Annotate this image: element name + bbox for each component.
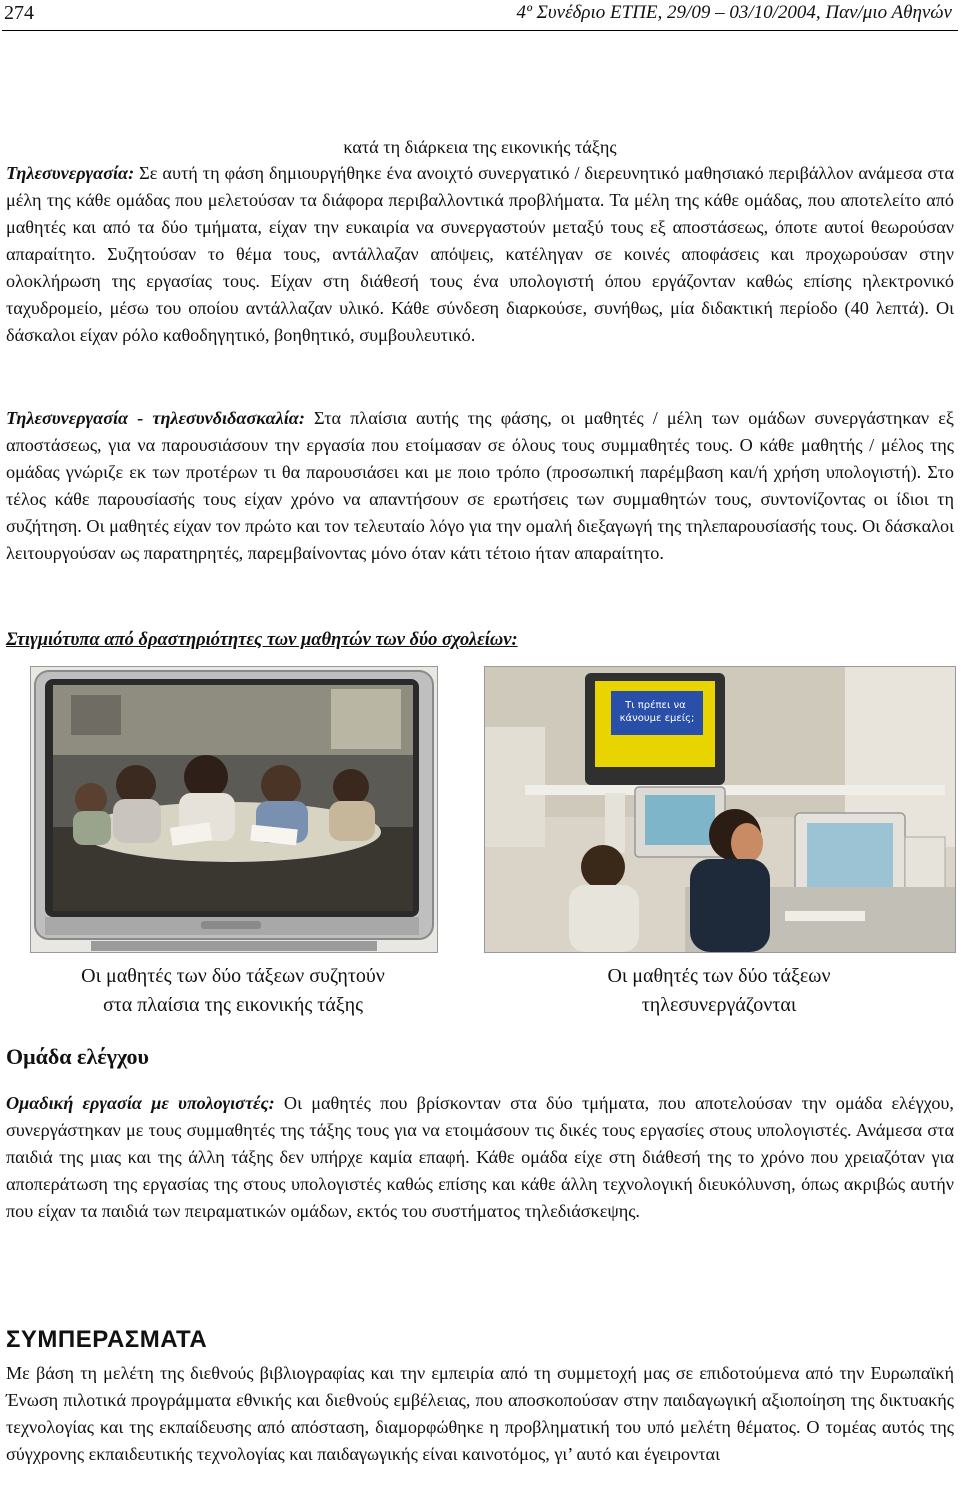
paragraph-coteaching <box>6 405 954 567</box>
paragraph-teleconference <box>6 160 954 349</box>
term-teleconference: Τηλεσυνεργασία: <box>6 163 135 183</box>
caption-right-line2: τηλεσυνεργάζονται <box>641 994 797 1016</box>
paragraph-text: Σε αυτή τη φάση δημιουργήθηκε ένα ανοιχτό συνεργατικό / διερευνητικό μαθησιακό περιβάλλον ανάμεσα στα μέλη της κάθε ομάδας που μελετούσαν τα διάφορα περιβαλλοντικά προβλήματα. Τα μέλη της κάθε ομάδας, που αποτελείτο από μαθητές και από τα δύο τμήματα, είχαν την ευκαιρία να συνεργαστούν μεταξύ τους εξ αποστάσεως, όποτε αυτοί θεωρούσαν απαραίτητο. Συζητούσαν το θέμα τους, αντάλλαζαν απόψεις, κατέληγαν σε κοινές αποφάσεις και προχωρούσαν στην ολοκλήρωση της εργασίας τους. Είχαν στη διάθεσή τους ένα υπολογιστή όπου εργάζονταν καθώς επίσης ηλεκτρονικό ταχυδρομείο, μέσω του οποίου αντάλλαζαν υλικό. Κάθε σύνδεση διαρκούσε, συνήθως, μία διδακτική περίοδο (40 λεπτά). Οι δάσκαλοι είχαν ρόλο καθοδηγητικό, βοηθητικό, συμβουλευτικό. <box>6 163 954 345</box>
term-coteaching: Τηλεσυνεργασία - τηλεσυνδιδασκαλία: <box>6 408 305 428</box>
running-header: 4º Συνέδριο ΕΤΠΕ, 29/09 – 03/10/2004, Παν/μιο Αθηνών <box>516 2 952 23</box>
caption-right <box>484 962 954 1020</box>
photo-telecollaboration <box>484 666 956 953</box>
conclusions-heading: ΣΥΜΠΕΡΑΣΜΑΤΑ <box>6 1326 208 1353</box>
tv-screen-text-line1: Τι πρέπει να <box>625 700 686 711</box>
caption-left <box>30 962 436 1020</box>
caption-left-line2: στα πλαίσια της εικονικής τάξης <box>102 994 364 1016</box>
paragraph-text: Στα πλαίσια αυτής της φάσης, οι μαθητές / μέλη των ομάδων συνεργάστηκαν εξ αποστάσεως, για να παρουσιάσουν την εργασία που ετοίμασαν σε όλους τους συμμαθητές τους. Ο κάθε μαθητής / μέλος της ομάδας γνώριζε εκ των προτέρων τι θα παρουσιάσει και με ποιο τρόπο (προσωπική παρέμβαση και/ή χρήση υπολογιστή). Στο τέλος κάθε παρουσίασής τους είχαν χρόνο να απαντήσουν σε ερωτήσεις των συμμαθητών τους, συντονίζοντας οι ίδιοι τη συζήτηση. Οι μαθητές είχαν τον πρώτο και τον τελευταίο λόγο για την ομαλή διεξαγωγή της τηλεπαρουσίασής τους. Οι δάσκαλοι λειτουργούσαν ως παρατηρητές, παρεμβαίνοντας μόνο όταν κάτι τέτοιο ήταν απαραίτητο. <box>6 408 954 563</box>
page-number: 274 <box>4 2 34 24</box>
term-group-work: Ομαδική εργασία με υπολογιστές: <box>6 1093 275 1113</box>
caption-right-line1: Οι μαθητές των δύο τάξεων <box>607 965 831 987</box>
tv-screen-text-line2: κάνουμε εμείς; <box>619 713 695 724</box>
photo-virtual-classroom <box>30 666 438 953</box>
control-group-heading: Ομάδα ελέγχου <box>6 1044 149 1069</box>
paragraph-text: Οι μαθητές που βρίσκονταν στα δύο τμήματα, που αποτελούσαν την ομάδα ελέγχου, συνεργάστηκαν με τους συμμαθητές της τάξης τους για να ετοιμάσουν τις δικές τους εργασίες στους υπολογιστές. Ανάμεσα στα παιδιά της μιας και της άλλη τάξης δεν υπήρχε καμία επαφή. Κάθε ομάδα είχε στη διάθεσή της το χρόνο που χρειαζόταν για αποπεράτωση της εργασίας της στους υπολογιστές καθώς επίσης και κάθε άλλη τεχνολογική διευκόλυνση, όπως ακριβώς αυτήν που είχαν τα παιδιά των πειραματικών ομάδων, εκτός του συστήματος τηλεδιάσκεψης. <box>6 1093 954 1221</box>
lead-line: κατά τη διάρκεια της εικονικής τάξης <box>343 137 617 157</box>
caption-left-line1: Οι μαθητές των δύο τάξεων συζητούν <box>81 965 385 987</box>
paragraph-conclusions <box>6 1360 954 1468</box>
paragraph-group-work <box>6 1090 954 1225</box>
snapshots-heading: Στιγμιότυπα από δραστηριότητες των μαθητών των δύο σχολείων: <box>6 630 518 650</box>
header-rule <box>2 30 958 31</box>
paragraph-text: Με βάση τη μελέτη της διεθνούς βιβλιογραφίας και την εμπειρία από τη συμμετοχή μας σε επιδοτούμενα από την Ευρωπαϊκή Ένωση πιλοτικά προγράμματα εθνικής και διεθνούς εμβέλειας, που αποσκοπούσαν στην παιδαγωγική αξιοποίηση της δικτυακής τεχνολογίας και της εκπαίδευσης από απόσταση, διαμορφώθηκε η προβληματική του υπό μελέτη θέματος. Ο τομέας αυτός της σύγχρονης εκπαιδευτικής τεχνολογίας και παιδαγωγικής είναι καινοτόμος, γι’ αυτό και έγειρονται <box>6 1363 954 1464</box>
